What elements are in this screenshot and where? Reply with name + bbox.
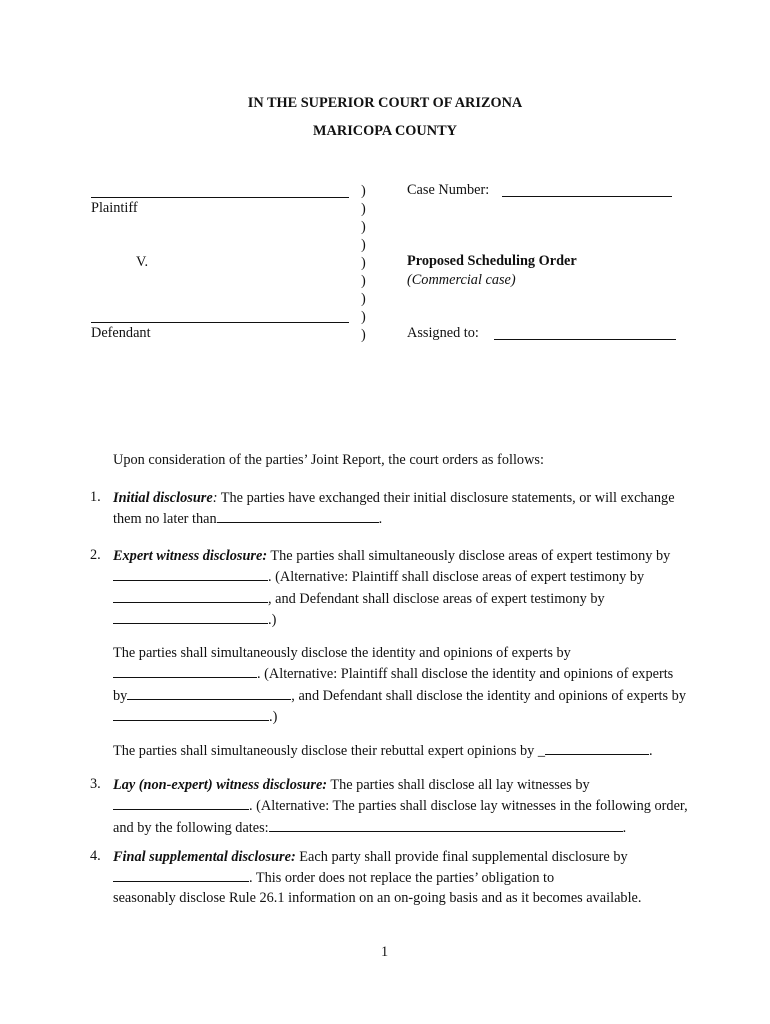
item-heading: Lay (non-expert) witness disclosure: [113, 777, 328, 793]
paren: ) [361, 327, 366, 343]
paren: ) [361, 309, 366, 325]
item-text: . [378, 511, 383, 528]
paren: ) [361, 237, 366, 253]
item-text: . (Alternative: Plaintiff shall disclose areas of expert testimony by [268, 569, 645, 586]
item-text: . [649, 743, 653, 759]
paren: ) [361, 273, 366, 289]
item-expert-witness-disclosure [113, 547, 688, 631]
expert-identity-date-field[interactable] [113, 663, 257, 678]
rebuttal-date-field[interactable] [545, 740, 649, 755]
defendant-name-line[interactable] [91, 322, 349, 323]
page-number: 1 [381, 944, 389, 960]
item-number: 4. [90, 848, 101, 864]
final-supplemental-date-field[interactable] [113, 867, 249, 882]
versus-label: V. [136, 254, 149, 270]
item-text: The parties have exchanged their initial disclosure statements, or will exchange them no later than [113, 490, 675, 528]
item-text: . (Alternative: Plaintiff shall disclose the identity and opinions of experts by [113, 666, 674, 704]
caption-divider [361, 182, 373, 344]
defendant-expert-identity-date-field[interactable] [113, 706, 269, 721]
assigned-label: Assigned to: [407, 325, 479, 341]
case-number-field[interactable] [502, 196, 672, 197]
order-title: Proposed Scheduling Order [407, 253, 577, 269]
item-text: , and Defendant shall disclose areas of expert testimony by [268, 590, 605, 607]
paren: ) [361, 255, 366, 271]
item-text: . (Alternative: The parties shall disclose lay witnesses in the following order, and by the following dates: [113, 798, 688, 836]
defendant-expert-areas-date-field[interactable] [113, 609, 268, 624]
plaintiff-expert-areas-date-field[interactable] [113, 588, 268, 603]
paren: ) [361, 183, 366, 199]
item-heading: Final supplemental disclosure: [113, 849, 296, 865]
court-title: IN THE SUPERIOR COURT OF ARIZONA [247, 95, 523, 111]
plaintiff-label: Plaintiff [91, 200, 138, 216]
paren: ) [361, 291, 366, 307]
item-text: The parties shall simultaneously disclose the identity and opinions of experts by [113, 645, 571, 661]
item-text: The parties shall simultaneously disclose areas of expert testimony by [267, 548, 671, 564]
item-lay-witness-disclosure [113, 776, 688, 838]
item-text: seasonably disclose Rule 26.1 information on an on-going basis and as it becomes available. [113, 889, 642, 906]
plaintiff-name-line[interactable] [91, 197, 349, 198]
paren: ) [361, 201, 366, 217]
intro-text: Upon consideration of the parties’ Joint Report, the court orders as follows: [113, 452, 544, 468]
item-text: . [622, 819, 627, 836]
item-heading: Expert witness disclosure: [113, 548, 268, 564]
expert-areas-date-field[interactable] [113, 566, 268, 581]
case-number-label: Case Number: [407, 182, 490, 198]
initial-disclosure-date-field[interactable] [217, 508, 379, 523]
lay-witness-order-field[interactable] [269, 817, 623, 832]
heading-colon: : [212, 490, 218, 506]
item-number: 1. [90, 489, 101, 505]
item-text: .) [269, 709, 278, 726]
item-heading: Initial disclosure [113, 490, 213, 506]
item-number: 2. [90, 547, 101, 563]
item-text: The parties shall disclose all lay witnesses by [327, 777, 590, 793]
county-title: MARICOPA COUNTY [313, 123, 457, 139]
item-text: , and Defendant shall disclose the identity and opinions of experts by [291, 687, 686, 704]
item-text: .) [268, 612, 277, 629]
plaintiff-expert-identity-date-field[interactable] [127, 685, 291, 700]
item-text: The parties shall simultaneously disclose their rebuttal expert opinions by _ [113, 743, 545, 759]
item-initial-disclosure [113, 489, 688, 530]
item-text: . This order does not replace the parties’ obligation to [249, 870, 555, 887]
item-number: 3. [90, 776, 101, 792]
rebuttal-paragraph [113, 740, 688, 761]
defendant-label: Defendant [91, 325, 151, 341]
order-subtitle: (Commercial case) [407, 272, 516, 288]
item-text: Each party shall provide final supplemental disclosure by [295, 849, 628, 865]
assigned-judge-field[interactable] [494, 339, 676, 340]
lay-witness-date-field[interactable] [113, 795, 249, 810]
expert-identity-paragraph [113, 644, 688, 728]
item-final-supplemental-disclosure [113, 848, 688, 908]
paren: ) [361, 219, 366, 235]
